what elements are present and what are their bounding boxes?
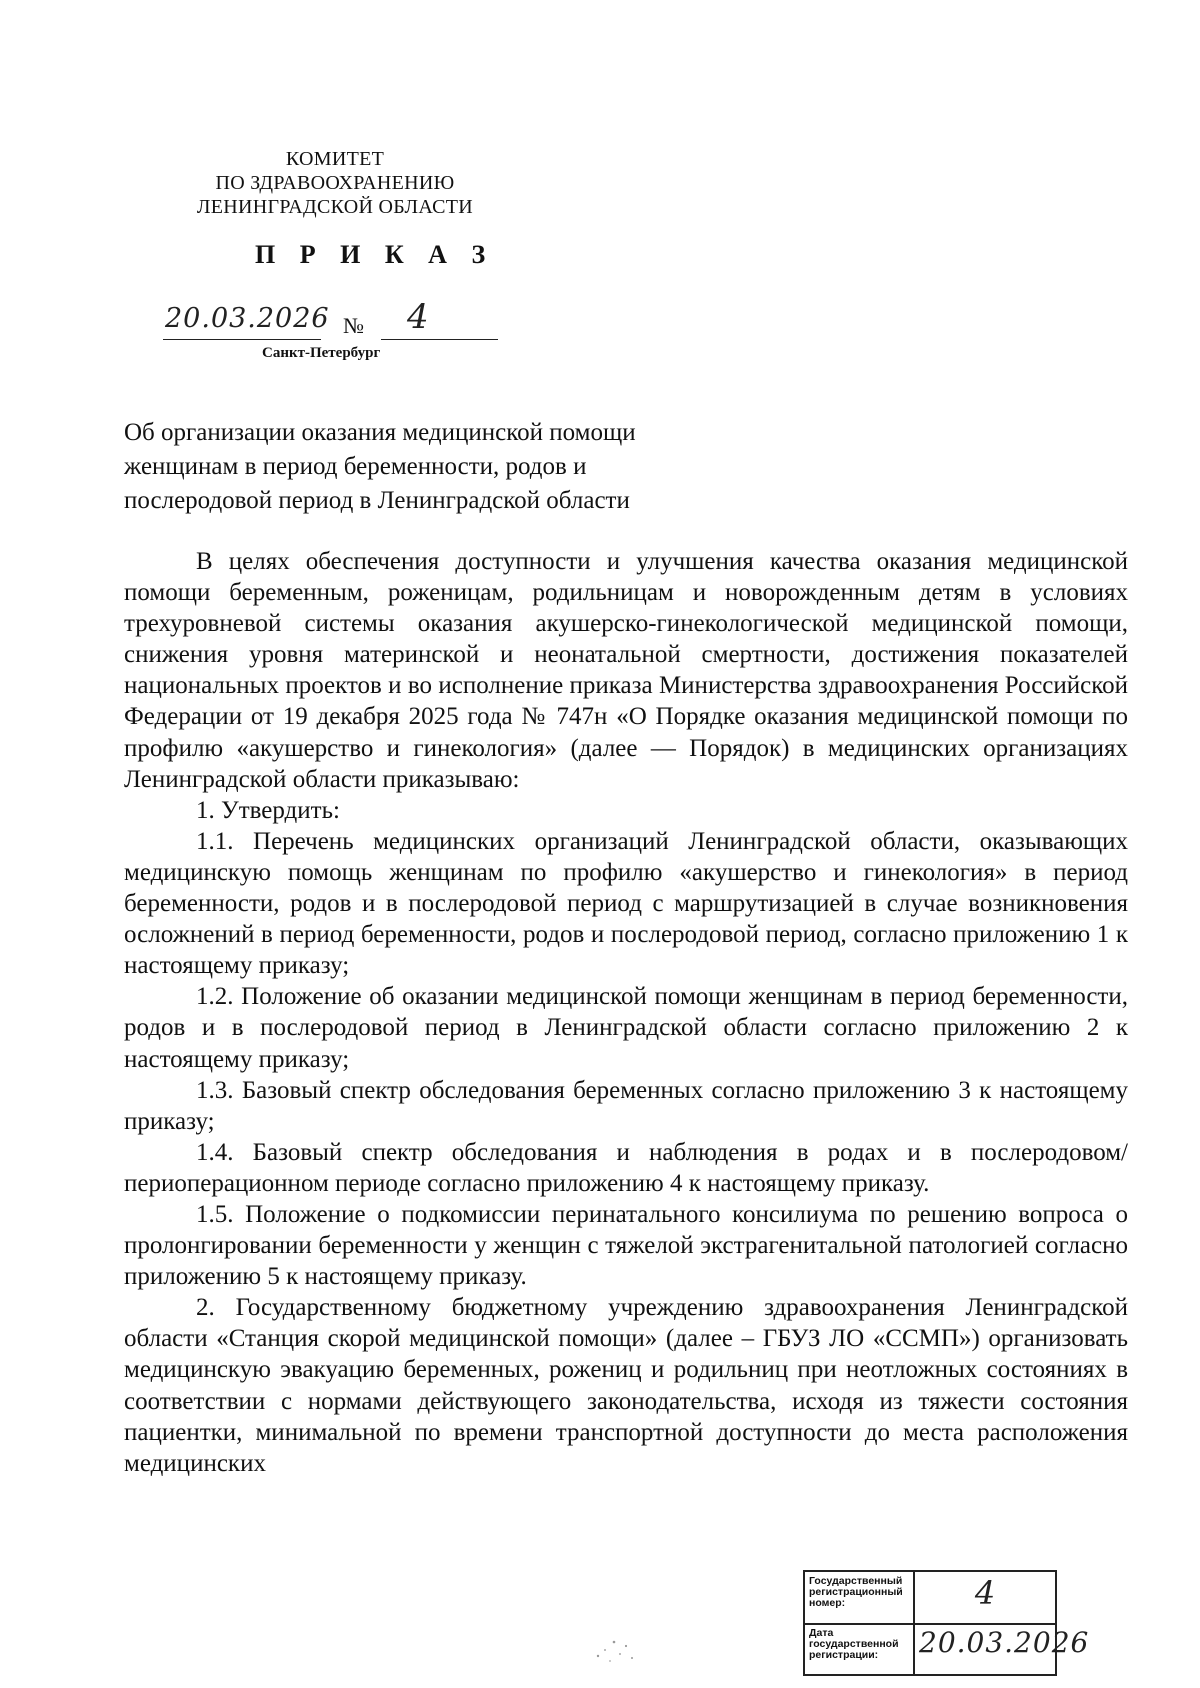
registration-date-row — [805, 1624, 1090, 1675]
registration-date-value — [919, 1626, 1090, 1659]
registration-date-label: Дата государственной регистрации: — [809, 1627, 899, 1661]
subject-line: Об организации оказания медицинской помощи — [124, 419, 636, 446]
city-name: Санкт-Петербург — [262, 345, 381, 361]
paragraph-item-1-4: 1.4. Базовый спектр обследования и наблюдения в родах и в послеродовом/периоперационном периоде согласно приложению 4 к настоящему приказу. — [124, 1138, 1128, 1197]
stamp-divider — [913, 1624, 915, 1675]
handwritten-date: 20.03.2026 — [165, 303, 330, 334]
date-number-line — [163, 297, 498, 343]
number-sign: № — [343, 313, 364, 338]
registration-number-value — [919, 1574, 1051, 1612]
document-type-title: П Р И К А З — [255, 240, 495, 269]
number-field — [381, 297, 498, 340]
org-line: КОМИТЕТ — [285, 148, 385, 170]
paragraph-item-1-5: 1.5. Положение о подкомиссии перинатального консилиума по решению вопроса о пролонгировании беременности у женщин с тяжелой экстрагенитальной патологией согласно приложению 5 к настоящему приказу. — [124, 1200, 1128, 1291]
paragraph-preamble: В целях обеспечения доступности и улучшения качества оказания медицинской помощи беременным, роженицам, родильницам и новорожденным детям в условиях трехуровневой системы оказания акушерско-гинекологической медицинской помощи, снижения уровня материнской и неонатальной смертности, достижения показателей национальных проектов и во исполнение приказа Министерства здравоохранения Российской Федерации от 19 декабря 2025 года № 747н «О Порядке оказания медицинской помощи по профилю «акушерство и гинекология» (далее — Порядок) в медицинских организациях Ленинградской области приказываю: — [124, 548, 1128, 793]
paragraph-item-1-3: 1.3. Базовый спектр обследования беременных согласно приложению 3 к настоящему приказу; — [124, 1076, 1128, 1135]
registration-stamp — [803, 1570, 1090, 1676]
handwritten-number: 4 — [407, 297, 429, 337]
subject-line: послеродовой период в Ленинградской области — [124, 487, 630, 514]
registration-number-label: Государственный регистрационный номер: — [809, 1575, 903, 1609]
paragraph-item-1-1: 1.1. Перечень медицинских организаций Ленинградской области, оказывающих медицинскую помощь женщинам по профилю «акушерство и гинекология» в период беременности, родов и в послеродовой период с маршрутизацией в случае возникновения осложнений в период беременности, родов и послеродовой период, согласно приложению 1 к настоящему приказу; — [124, 827, 1128, 980]
handwritten-registration-date: 20.03.2026 — [919, 1626, 1090, 1659]
org-line: ПО ЗДРАВООХРАНЕНИЮ — [215, 172, 455, 194]
handwritten-registration-number: 4 — [974, 1574, 996, 1612]
paragraph-item-1-2: 1.2. Положение об оказании медицинской помощи женщинам в период беременности, родов и в послеродовой период в Ленинградской области согласно приложению 2 к настоящему приказу; — [124, 983, 1128, 1073]
issuing-organization — [170, 147, 500, 219]
subject-line: женщинам в период беременности, родов и — [124, 453, 587, 480]
paragraph-item-1: 1. Утвердить: — [196, 796, 340, 824]
paragraph-item-2: 2. Государственному бюджетному учреждению здравоохранения Ленинградской области «Станция скорой медицинской помощи» (далее – ГБУЗ ЛО «ССМП») организовать медицинскую эвакуацию беременных, рожениц и родильниц при неотложных состояниях в соответствии с нормами действующего законодательства, исходя из тяжести состояния пациентки, минимальной по времени транспортной доступности до места расположения медицинских — [124, 1294, 1128, 1477]
order-body — [124, 546, 1128, 1479]
registration-number-row — [805, 1572, 1055, 1625]
stamp-divider — [913, 1572, 915, 1623]
scan-noise — [590, 1628, 640, 1668]
order-subject — [124, 416, 636, 518]
org-line: ЛЕНИНГРАДСКОЙ ОБЛАСТИ — [196, 196, 474, 218]
date-field — [163, 303, 330, 340]
